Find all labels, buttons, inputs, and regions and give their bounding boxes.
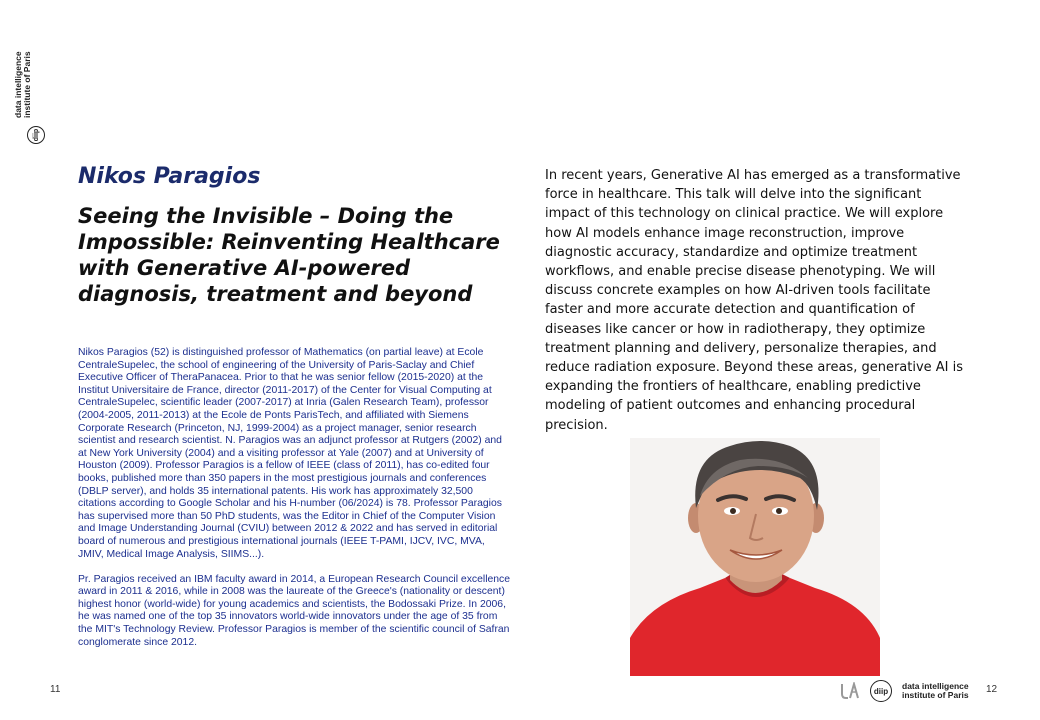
side-logo-text: data intelligence institute of Paris: [13, 51, 32, 118]
bio-paragraph: Pr. Paragios received an IBM faculty award in 2014, a European Research Council excellence award in 2011 & 2016, while in 2008 was the laureate of the Greece's (nationality or descent) highest honor (world-wide) for young academics and scientists, the Bodossaki Prize. In 2006, he was named one of the top 35 innovators world-wide innovators under the age of 35 from the MIT's Technology Review. Professor Paragios is member of the scientific council of Safran conglomerate since 2012.: [78, 573, 511, 648]
footer-logo-badge: diip: [870, 680, 892, 702]
speaker-portrait-image: [630, 438, 880, 676]
footer-logos: [840, 680, 997, 702]
university-logo-icon: [840, 682, 860, 700]
footer-logo-text: data intelligence institute of Paris: [902, 681, 969, 700]
talk-title: Seeing the Invisible – Doing the Impossible: Reinventing Healthcare with Generative AI-powered diagnosis, treatment and beyond: [78, 204, 500, 306]
speaker-photo: [630, 438, 880, 676]
side-logo-badge: diip: [27, 126, 45, 144]
talk-abstract: In recent years, Generative AI has emerged as a transformative force in healthcare. This talk will delve into the significant impact of this technology on clinical practice. We will explore how AI models enhance image reconstruction, improve diagnostic accuracy, standardize and optimize treatment workflows, and enable precise disease phenotyping. We will discuss concrete examples on how AI-driven tools facilitate faster and more accurate detection and quantification of diseases like cancer or how in radiotherapy, they optimize treatment planning and delivery, personalize therapies, and reduce radiation exposure. Beyond these areas, generative AI is expanding the frontiers of healthcare, enabling predictive modeling of patient outcomes and enhancing procedural precision.: [545, 168, 964, 433]
speaker-name: Nikos Paragios: [78, 164, 261, 189]
bio-paragraph: Nikos Paragios (52) is distinguished professor of Mathematics (on partial leave) at Ecole CentraleSupelec, the school of engineering of the University of Paris-Saclay and Chief Executive Officer of TheraPanacea. Prior to that he was senior fellow (2015-2020) at the Institut Universitaire de France, director (2011-2017) of the Center for Visual Computing at CentraleSupelec, scientific leader (2007-2017) at Inria (Galen Research Team), professor (2004-2005, 2011-2013) at the Ecole de Ponts ParisTech, and affiliated with Siemens Corporate Research (Princeton, NJ, 1999-2004) as a project manager, senior research scientist and research scientist. N. Paragios was an adjunct professor at Rutgers (2002) and at New York University (2004) and a visiting professor at Yale (2007) and at University of Houston (2009). Professor Paragios is a fellow of IEEE (class of 2011), has co-edited four books, published more than 350 papers in the most prestigious journals and conferences (DBLP server), and holds 35 international patents. His work has approximately 32,500 citations according to Google Scholar and his H-number (06/2024) is 78. Professor Paragios has supervised more than 50 PhD students, was the Editor in Chief of the Computer Vision and Image Understanding Journal (CVIU) between 2012 & 2022 and has served in editorial board of numerous and prestigious international journals (IEEE T-PAMI, IJCV, IVC, MVA, JMIV, Medical Image Analysis, SIIMS...).: [78, 347, 502, 560]
right-page: [520, 0, 1040, 720]
page-number: 12: [986, 684, 998, 695]
speaker-bio: [78, 347, 513, 662]
page-number: 11: [50, 684, 61, 695]
